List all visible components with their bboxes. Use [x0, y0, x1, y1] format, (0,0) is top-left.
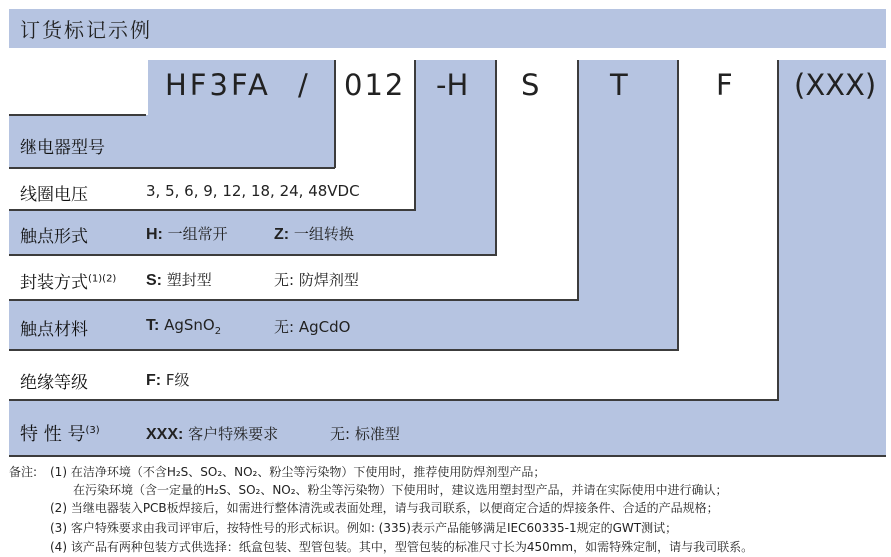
row-seal-label-text: 封装方式 [20, 273, 88, 293]
note-3: (3) 客户特殊要求由我司评审后，按特性号的形式标识。例如: (335)表示产品能够满足IEC60335-1规定的GWT测试； [50, 521, 678, 535]
row-insulation-opt1-text: F级 [161, 371, 190, 389]
row-material-opt1-sub: 2 [214, 326, 222, 337]
code-block-material [578, 60, 677, 349]
page-title: 订货标记示例 [20, 18, 152, 42]
code-voltage: 012 [344, 68, 406, 102]
code-block-special [778, 60, 886, 455]
note-2: (2) 当继电器装入PCB板焊接后，如需进行整体清洗或表面处理，请与我司联系，以便商定合适的焊接条件、合适的产品规格； [50, 501, 719, 515]
row-special-opt1-text: 客户特殊要求 [183, 425, 279, 443]
divider-h-type-bottom [9, 167, 335, 169]
row-seal-label [20, 268, 116, 293]
note-1a: (1) 在洁净环境（不含H₂S、SO₂、NO₂、粉尘等污染物）下使用时，推荐使用防焊剂型产品； [50, 465, 546, 479]
divider-v-base [334, 60, 336, 168]
code-contact: -H [436, 68, 469, 102]
row-contact-opt1-key: H: [146, 226, 163, 243]
code-material: T [610, 68, 628, 102]
row-coil-label: 线圈电压 [20, 185, 88, 205]
code-insulation: F [716, 68, 733, 102]
row-material-opt2: 无: AgCdO [274, 318, 351, 336]
code-base: HF3FA [165, 68, 271, 102]
row-seal-opt1 [146, 269, 212, 290]
divider-h-insulation-bottom [9, 399, 779, 401]
row-contact-opt2-text: 一组转换 [289, 225, 354, 243]
row-material-opt1-key: T: [146, 317, 160, 334]
row-seal-opt1-key: S: [146, 272, 162, 289]
code-special: (XXX) [794, 68, 877, 102]
divider-v-material [677, 60, 679, 350]
row-material-opt1-text: AgSnO [159, 316, 215, 334]
divider-h-type [9, 114, 146, 116]
note-4: (4) 该产品有两种包装方式供选择：纸盒包装、型管包装。其中，型管包装的标准尺寸长为450mm，如需特殊定制，请与我司联系。 [50, 540, 754, 554]
divider-v-contact [495, 60, 497, 255]
code-slash: / [298, 68, 308, 102]
divider-h-coil-bottom [9, 209, 416, 211]
row-special-label [20, 420, 100, 446]
row-special-band [9, 400, 886, 455]
divider-v-seal [577, 60, 579, 300]
row-seal-opt1-text: 塑封型 [162, 271, 212, 289]
row-contact-opt1 [146, 223, 228, 244]
divider-h-special-bottom [9, 455, 886, 457]
row-seal-opt2: 无: 防焊剂型 [274, 271, 359, 289]
row-type-label: 继电器型号 [20, 138, 105, 158]
row-special-label-sup: (3) [85, 425, 100, 436]
row-material-label: 触点材料 [20, 320, 88, 340]
row-contact-opt2-key: Z: [274, 226, 290, 243]
row-contact-label: 触点形式 [20, 227, 88, 247]
row-contact-opt1-text: 一组常开 [162, 225, 228, 243]
row-special-label-text: 特 性 号 [20, 424, 86, 445]
row-special-opt2: 无: 标准型 [330, 425, 400, 443]
note-1b: 在污染环境（含一定量的H₂S、SO₂、NO₂、粉尘等污染物）下使用时，建议选用塑封型产品，并请在实际使用中进行确认； [73, 483, 728, 497]
row-coil-value: 3, 5, 6, 9, 12, 18, 24, 48VDC [146, 182, 360, 200]
row-insulation-label: 绝缘等级 [20, 373, 88, 393]
divider-h-contact-bottom [9, 254, 497, 256]
row-material-opt1 [146, 316, 221, 337]
divider-h-material-bottom [9, 349, 679, 351]
divider-v-voltage [414, 60, 416, 209]
row-seal-label-sup: (1)(2) [88, 273, 117, 285]
divider-h-seal-bottom [9, 299, 579, 301]
row-insulation-opt1 [146, 369, 190, 390]
row-contact-opt2 [274, 223, 354, 244]
notes-prefix: 备注: [9, 465, 38, 479]
code-seal: S [521, 68, 540, 102]
divider-v-insulation [777, 60, 779, 400]
row-special-opt1-key: XXX: [146, 426, 184, 443]
row-insulation-opt1-key: F: [146, 372, 162, 389]
row-special-opt1 [146, 423, 278, 444]
